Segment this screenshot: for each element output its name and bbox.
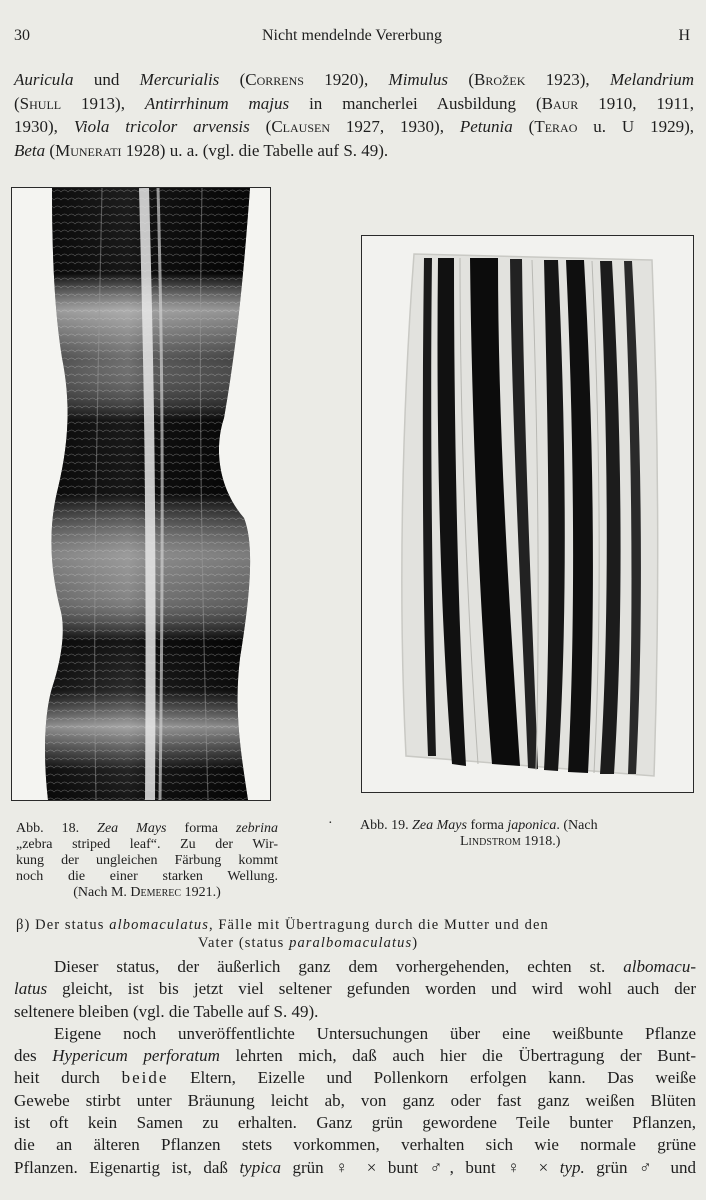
text-run: Gewebe stirbt unter Bräunung leicht ab, von ganz oder fast ganz weißen Blüten <box>14 1090 696 1110</box>
text-run: 1918.) <box>520 834 561 849</box>
body-paragraphs <box>14 956 696 1179</box>
text-run: in mancherlei Ausbildung ( <box>289 93 542 113</box>
text-run: 1913), <box>61 93 145 113</box>
text-run: , Fälle mit Übertragung durch die Mutter und den <box>208 917 549 933</box>
text-run: forma <box>166 821 236 836</box>
text-run: . (Nach <box>556 818 598 833</box>
japonica-leaf-photo <box>362 236 693 792</box>
text-run: beide <box>121 1068 169 1088</box>
text-run: Munerati <box>55 140 122 160</box>
caption-line <box>360 834 698 850</box>
text-run: ( <box>219 70 246 89</box>
text-run: (Nach M. <box>73 885 131 900</box>
caption-line <box>360 818 698 834</box>
text-run: ( <box>448 70 475 89</box>
zebrina-leaf-photo <box>12 188 270 800</box>
text-run: Dieser status, der äußerlich ganz dem vorhergehenden, echten st. <box>54 957 624 976</box>
text-run: gleicht, ist bis jetzt viel seltener gefunden worden und wird wohl auch der <box>47 979 696 999</box>
figure-18-zebra-striped-leaf <box>11 187 271 801</box>
text-run: Shull <box>19 93 62 113</box>
text-run: 1921.) <box>181 885 221 900</box>
text-run: Antirrhinum majus <box>144 93 290 113</box>
text-run: Demerec <box>130 885 182 900</box>
text-run: und <box>73 70 140 89</box>
text-run: Brožek <box>474 70 526 89</box>
body-line <box>14 1090 696 1112</box>
section-letter: H <box>678 27 690 44</box>
caption-line <box>16 869 278 885</box>
text-run: albomaculatus <box>109 917 209 933</box>
heading-line <box>16 916 700 934</box>
body-line <box>14 1067 696 1089</box>
body-line <box>14 1045 696 1067</box>
text-run: ( <box>249 117 272 136</box>
text-run: „zebra striped leaf“. Zu der Wir- <box>16 837 278 852</box>
body-line <box>14 1001 696 1023</box>
text-run: Abb. 18. <box>16 821 98 836</box>
text-run: Vater (status <box>198 935 290 951</box>
caption-line <box>16 885 278 901</box>
text-run: ) <box>412 935 419 951</box>
text-run: Mimulus <box>388 70 449 89</box>
text-run: ist oft kein Samen zu erhalten. Ganz grün gewordene Teile bunter Pflanzen, <box>14 1113 696 1133</box>
text-run: Clausen <box>271 117 331 136</box>
text-run: ( <box>14 93 20 113</box>
caption-line <box>16 821 278 837</box>
intro-paragraph <box>14 68 694 162</box>
text-run: Lindstrom <box>460 834 521 849</box>
text-run: latus <box>14 979 48 999</box>
text-run: Abb. 19. <box>360 818 413 833</box>
text-run: u. U 1929), <box>577 117 694 136</box>
body-line <box>14 1112 696 1134</box>
text-run: Terao <box>534 117 578 136</box>
text-run: forma <box>466 818 508 833</box>
intro-line <box>14 115 694 139</box>
text-run: 1927, 1930), <box>330 117 460 136</box>
text-run: seltenere bleiben (vgl. die Tabelle auf S. 49). <box>14 1001 319 1021</box>
text-run: Zea Mays <box>97 821 167 836</box>
page-number: 30 <box>14 27 30 44</box>
text-run: albomacu- <box>623 957 696 976</box>
text-run: lehrten mich, daß auch hier die Übertragung der Bunt- <box>219 1046 696 1066</box>
text-run: Auricula <box>14 70 74 89</box>
text-run: Pflanzen. Eigenartig ist, daß <box>14 1157 240 1177</box>
intro-line <box>14 92 694 116</box>
figure-19-japonica-leaf <box>361 235 694 793</box>
body-line <box>14 1157 696 1179</box>
section-heading-beta <box>16 916 700 952</box>
running-head <box>14 27 690 49</box>
text-run: 1930), <box>14 117 74 136</box>
text-run: noch die einer starken Wellung. <box>16 869 278 884</box>
body-line <box>14 978 696 1000</box>
text-run: Viola tricolor arvensis <box>73 117 250 136</box>
text-run: Eltern, Eizelle und Pollenkorn erfolgen kann. Das weiße <box>168 1068 697 1088</box>
text-run: heit durch <box>14 1068 122 1088</box>
text-run: grün ♂ und <box>584 1157 696 1177</box>
heading-line <box>16 934 700 952</box>
figure-18-caption <box>16 821 278 901</box>
caption-mark: · <box>328 816 333 831</box>
text-run: paralbomaculatus <box>289 935 413 951</box>
text-run: 1920), <box>303 70 389 89</box>
text-run: zebrina <box>236 821 278 836</box>
text-run: Petunia <box>459 117 513 136</box>
text-run: japonica <box>507 818 557 833</box>
body-line <box>14 1134 696 1156</box>
text-run: Correns <box>245 70 304 89</box>
text-run: typ. <box>559 1157 585 1177</box>
text-run: ( <box>45 140 56 160</box>
text-run: Hypericum perforatum <box>52 1046 220 1066</box>
text-run: ( <box>512 117 535 136</box>
text-run: kung der ungleichen Färbung kommt <box>16 853 278 868</box>
caption-line <box>16 853 278 869</box>
text-run: grün ♀ × bunt ♂, bunt ♀ × <box>281 1157 560 1177</box>
text-run: Melandrium <box>609 70 694 89</box>
intro-line <box>14 139 694 163</box>
body-line <box>14 1023 696 1045</box>
text-run: des <box>14 1046 53 1066</box>
text-run: Zea Mays <box>412 818 467 833</box>
text-run: 1928) u. a. (vgl. die Tabelle auf S. 49). <box>121 140 389 160</box>
text-run: Eigene noch unveröffentlichte Untersuchungen über eine weißbunte Pflanze <box>54 1023 696 1043</box>
text-run: Mercurialis <box>139 70 220 89</box>
body-line <box>14 956 696 978</box>
intro-line <box>14 68 694 92</box>
text-run: 1923), <box>525 70 610 89</box>
text-run: 1910, 1911, <box>578 93 694 113</box>
text-run: typica <box>239 1157 281 1177</box>
text-run: Baur <box>541 93 579 113</box>
text-run: Beta <box>14 140 46 160</box>
text-run: β) Der status <box>16 917 110 933</box>
text-run: die an älteren Pflanzen stets vorkommen, verhalten sich wie normale grüne <box>14 1135 696 1155</box>
caption-line <box>16 837 278 853</box>
figure-19-caption <box>360 818 698 850</box>
running-title: Nicht mendelnde Vererbung <box>261 27 443 44</box>
